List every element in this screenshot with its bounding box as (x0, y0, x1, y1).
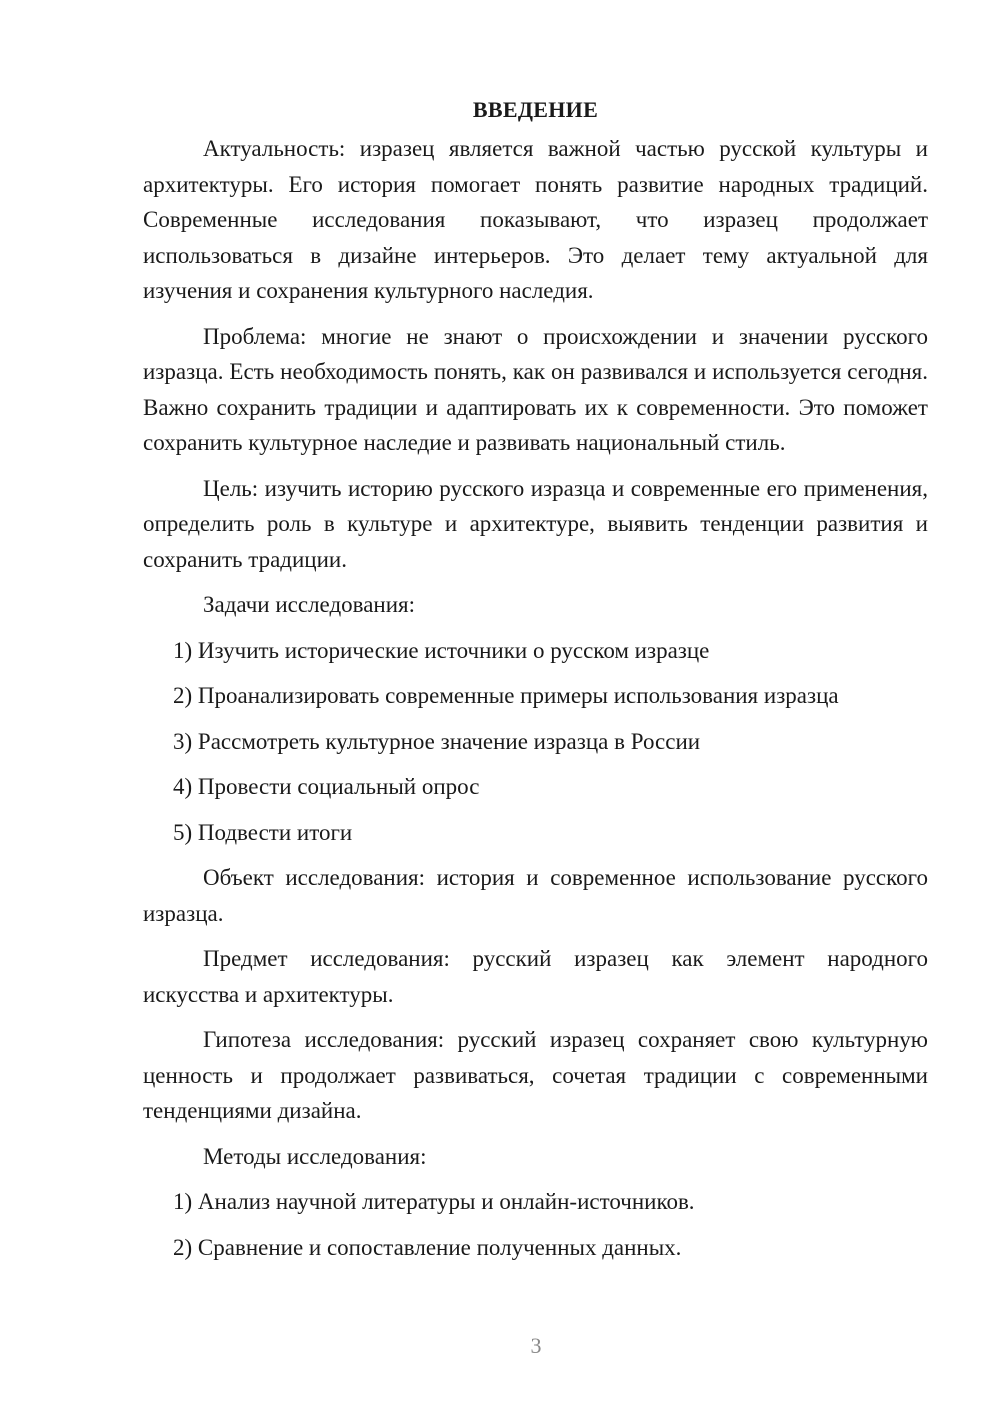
hypothesis-paragraph: Гипотеза исследования: русский изразец сохраняет свою культурную ценность и продолжает развиваться, сочетая традиции с современными тенденциями дизайна. (143, 1027, 928, 1123)
list-item: 4) Провести социальный опрос (173, 774, 480, 799)
document-page (143, 92, 928, 1275)
page-number: 3 (530, 1333, 542, 1358)
list-item: 2) Проанализировать современные примеры использования изразца (173, 683, 839, 708)
subject-paragraph: Предмет исследования: русский изразец как элемент народного искусства и архитектуры. (143, 946, 928, 1007)
list-item: 1) Изучить исторические источники о русском изразце (173, 637, 710, 663)
list-item: 2) Сравнение и сопоставление полученных данных. (173, 1234, 682, 1260)
tasks-list (143, 633, 928, 851)
list-item: 1) Анализ научной литературы и онлайн-источников. (173, 1189, 695, 1214)
methods-list (143, 1184, 928, 1265)
list-item: 3) Рассмотреть культурное значение изразца в России (173, 728, 701, 754)
tasks-heading: Задачи исследования: (203, 592, 416, 617)
list-item: 5) Подвести итоги (173, 819, 353, 845)
goal-paragraph: Цель: изучить историю русского изразца и современные его применения, определить роль в культуре и архитектуре, выявить тенденции развития и сохранить традиции. (143, 475, 928, 572)
relevance-paragraph: Актуальность: изразец является важной частью русской культуры и архитектуры. Его история помогает понять развитие народных традиций. Современные исследования показывают, что изразец продолжает использоваться в дизайне интерьеров. Это делает тему актуальной для изучения и сохранения культурного наследия. (143, 136, 928, 303)
page-title: ВВЕДЕНИЕ (472, 97, 599, 122)
problem-paragraph: Проблема: многие не знают о происхождении и значении русского изразца. Есть необходимость понять, как он развивался и используется сегодня. Важно сохранить традиции и адаптировать их к современности. Это поможет сохранить культурное наследие и развивать национальный стиль. (143, 323, 928, 455)
methods-heading: Методы исследования: (203, 1143, 427, 1169)
object-paragraph: Объект исследования: история и современное использование русского изразца. (143, 865, 928, 926)
